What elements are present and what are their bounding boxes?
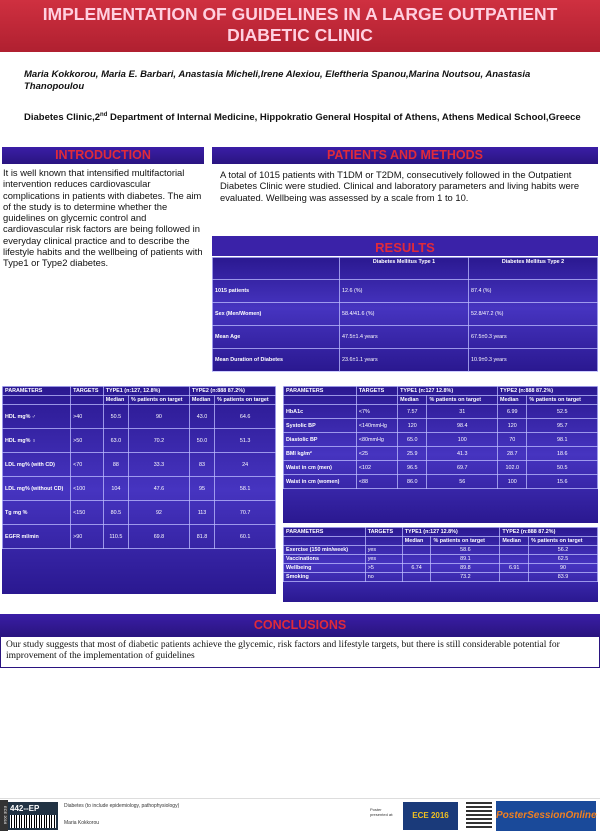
table-cell: >50	[71, 429, 104, 453]
table-cell: 69.7	[427, 461, 498, 475]
poster-number: 442--EP	[8, 802, 58, 830]
blank-cell	[71, 396, 104, 405]
methods-text: A total of 1015 patients with T1DM or T2DM, consecutively followed in the Outpatient Diabetes Clinic were studied. Clinical and laboratory parameters and living habits were evaluated. Wellbeing was assessed by a scale from 1 to 10.	[220, 169, 580, 203]
table-cell: 90	[129, 405, 190, 429]
table-subheader: % patients on target	[431, 537, 500, 546]
table-row	[3, 525, 276, 549]
presented-at: Poster presented at:	[370, 807, 394, 817]
table-cell: 58.1	[215, 477, 276, 501]
table-header: PARAMETERS	[284, 387, 357, 396]
table-header: TYPE2 (n:888 87.2%)	[189, 387, 275, 396]
table-row	[284, 447, 598, 461]
ece-icon: ECE 2016	[0, 800, 8, 831]
table-row	[213, 326, 598, 349]
table-cell	[500, 573, 529, 582]
table-row	[284, 564, 598, 573]
table-row	[284, 461, 598, 475]
table-cell: 43.0	[189, 405, 214, 429]
table-cell: <7%	[356, 405, 397, 419]
authors: Maria Kokkorou, Maria E. Barbari, Anastasia Micheli,Irene Alexiou, Eleftheria Spanou,Marina Noutsou, Anastasia Thanopoulou	[24, 69, 531, 92]
table-cell: 58.6	[431, 546, 500, 555]
table-cell: <88	[356, 475, 397, 489]
demo-header	[213, 258, 340, 280]
footer-author: Maria Kokkorou	[64, 820, 100, 826]
table-cell: Wellbeing	[284, 564, 366, 573]
table-cell: <80mmHg	[356, 433, 397, 447]
table-subheader: Median	[500, 537, 529, 546]
table-cell: 52.5	[527, 405, 598, 419]
table-header: TYPE1 (n:127, 12.8%)	[103, 387, 189, 396]
table-cell: 100	[427, 433, 498, 447]
table-cell: 96.5	[398, 461, 427, 475]
table-cell: 92	[129, 501, 190, 525]
table-cell: 98.4	[427, 419, 498, 433]
table-cell: 89.8	[431, 564, 500, 573]
table-cell: 31	[427, 405, 498, 419]
table-cell: 64.6	[215, 405, 276, 429]
table-cell: 81.8	[189, 525, 214, 549]
demo-cell: Mean Duration of Diabetes	[213, 349, 340, 372]
table-row	[3, 405, 276, 429]
table-cell: Systolic BP	[284, 419, 357, 433]
table-header: TYPE2 (n:888 87.2%)	[500, 528, 598, 537]
table-subheader: % patients on target	[529, 537, 598, 546]
table-header: TYPE2 (n:888 87.2%)	[498, 387, 598, 396]
table-cell: Exercise (150 min/week)	[284, 546, 366, 555]
qr-code-icon	[466, 802, 492, 828]
blank-cell	[3, 396, 71, 405]
table-cell: <100	[71, 477, 104, 501]
table-subheader: % patients on target	[215, 396, 276, 405]
table-row	[284, 419, 598, 433]
blank-cell	[284, 396, 357, 405]
table-cell: 47.6	[129, 477, 190, 501]
table-cell: 120	[498, 419, 527, 433]
table-cell: 83.9	[529, 573, 598, 582]
table-subheader: % patients on target	[427, 396, 498, 405]
table-row	[3, 501, 276, 525]
footer-topic: Diabetes (to include epidemiology, pathophysiology)	[64, 803, 180, 809]
table-cell: BMI kg/m²	[284, 447, 357, 461]
demo-cell: Mean Age	[213, 326, 340, 349]
conclusions-text: Our study suggests that most of diabetic patients achieve the glycemic, risk factors and lifestyle targets, but there is still considerable potential for improvement of the implementation of guidelines	[6, 640, 560, 661]
table-subheader: Median	[498, 396, 527, 405]
table-cell: 113	[189, 501, 214, 525]
demo-cell: 47.5±1.4 years	[340, 326, 469, 349]
table-header: TYPE1 (n:127 12.8%)	[402, 528, 500, 537]
table-cell: >90	[71, 525, 104, 549]
table-row	[213, 349, 598, 372]
table-cell: 100	[498, 475, 527, 489]
table-cell: LDL mg% (without CD)	[3, 477, 71, 501]
table-cell: 6.74	[402, 564, 431, 573]
demo-header: Diabetes Mellitus Type 2	[469, 258, 598, 280]
table-cell: 83	[189, 453, 214, 477]
table-cell: 50.5	[527, 461, 598, 475]
table-row	[284, 573, 598, 582]
table-cell	[402, 555, 431, 564]
table-cell: Waist in cm (women)	[284, 475, 357, 489]
table-cell: 33.3	[129, 453, 190, 477]
table-row	[284, 546, 598, 555]
table-cell: 120	[398, 419, 427, 433]
table-header: TARGETS	[71, 387, 104, 396]
table-cell: 102.0	[498, 461, 527, 475]
introduction-text: It is well known that intensified multifactorial intervention reduces cardiovascular complications in patients with diabetes. The aim of the study is to determine whether the guidelines on glycemic control and cardiovascular risk factors are being followed in everyday clinical practice and to describe the lifestyle habits and the wellbeing of patients with Type1 or Type2 diabetes.	[3, 167, 203, 269]
demo-header: Diabetes Mellitus Type 1	[340, 258, 469, 280]
table-cell: <70	[71, 453, 104, 477]
table-header: TARGETS	[356, 387, 397, 396]
lipids-table	[2, 386, 276, 594]
table-cell: 73.2	[431, 573, 500, 582]
table-cell: <102	[356, 461, 397, 475]
table-cell: 70	[498, 433, 527, 447]
table-cell: HDL mg% ♀	[3, 429, 71, 453]
table-row	[213, 303, 598, 326]
methods-heading: PATIENTS AND METHODS	[212, 147, 598, 164]
table-cell: 65.0	[398, 433, 427, 447]
table-cell: >40	[71, 405, 104, 429]
table-cell: 50.0	[189, 429, 214, 453]
demo-cell: 58.4/41.6 (%)	[340, 303, 469, 326]
table-cell: Diastolic BP	[284, 433, 357, 447]
table-cell: LDL mg% (with CD)	[3, 453, 71, 477]
table-cell: EGFR ml/min	[3, 525, 71, 549]
table-cell: 104	[103, 477, 128, 501]
demo-cell: 23.6±1.1 years	[340, 349, 469, 372]
demo-cell: 67.5±0.3 years	[469, 326, 598, 349]
table-cell: 62.5	[529, 555, 598, 564]
table-cell	[500, 555, 529, 564]
table-cell: <25	[356, 447, 397, 461]
table-cell: >5	[365, 564, 402, 573]
table-subheader: % patients on target	[527, 396, 598, 405]
table-cell	[402, 546, 431, 555]
table-cell: 15.6	[527, 475, 598, 489]
table-cell: 51.3	[215, 429, 276, 453]
table-subheader: Median	[398, 396, 427, 405]
table-cell: HDL mg% ♂	[3, 405, 71, 429]
table-cell	[402, 573, 431, 582]
poster-title: IMPLEMENTATION OF GUIDELINES IN A LARGE OUTPATIENT DIABETIC CLINIC	[0, 0, 600, 52]
table-cell: yes	[365, 546, 402, 555]
table-cell: 28.7	[498, 447, 527, 461]
blank-cell	[284, 537, 366, 546]
blank-cell	[356, 396, 397, 405]
table-row	[3, 429, 276, 453]
table-cell: 69.8	[129, 525, 190, 549]
table-cell: 98.1	[527, 433, 598, 447]
table-cell: 90	[529, 564, 598, 573]
table-row	[3, 477, 276, 501]
table-subheader: % patients on target	[129, 396, 190, 405]
table-cell: 89.1	[431, 555, 500, 564]
table-cell: 18.6	[527, 447, 598, 461]
table-cell: 6.91	[500, 564, 529, 573]
table-cell: 7.57	[398, 405, 427, 419]
vendor-logo: PosterSessionOnline	[496, 801, 596, 831]
demo-cell: 87.4 (%)	[469, 280, 598, 303]
table-cell: 63.0	[103, 429, 128, 453]
table-subheader: Median	[189, 396, 214, 405]
table-row	[3, 453, 276, 477]
table-subheader: Median	[103, 396, 128, 405]
table-cell: 50.5	[103, 405, 128, 429]
table-cell: Smoking	[284, 573, 366, 582]
table-row	[284, 433, 598, 447]
table-cell	[500, 546, 529, 555]
congress-logo: ECE 2016	[403, 802, 458, 830]
table-row	[284, 555, 598, 564]
table-cell: 86.0	[398, 475, 427, 489]
results-heading: RESULTS	[375, 240, 435, 255]
table-row	[284, 405, 598, 419]
table-cell: 95	[189, 477, 214, 501]
affiliation: Diabetes Clinic,2nd Department of Internal Medicine, Hippokratio General Hospital of Athens, Athens Medical School,Greece	[24, 112, 581, 124]
demo-cell: 12.6 (%)	[340, 280, 469, 303]
table-cell: 24	[215, 453, 276, 477]
table-cell: no	[365, 573, 402, 582]
table-cell: 95.7	[527, 419, 598, 433]
table-cell: 70.7	[215, 501, 276, 525]
table-cell: <140mmHg	[356, 419, 397, 433]
table-row	[213, 280, 598, 303]
table-cell: 60.1	[215, 525, 276, 549]
glycemic-table	[283, 386, 598, 523]
table-cell: 56	[427, 475, 498, 489]
table-cell: <150	[71, 501, 104, 525]
demo-cell: 1015 patients	[213, 280, 340, 303]
demographics-table	[212, 257, 598, 371]
table-header: PARAMETERS	[3, 387, 71, 396]
introduction-heading: INTRODUCTION	[2, 147, 204, 164]
table-cell: Waist in cm (men)	[284, 461, 357, 475]
demo-cell: 52.8/47.2 (%)	[469, 303, 598, 326]
demo-cell: 10.9±0.3 years	[469, 349, 598, 372]
table-cell: 25.9	[398, 447, 427, 461]
table-cell: 6.99	[498, 405, 527, 419]
demo-cell: Sex (Men/Women)	[213, 303, 340, 326]
table-header: TYPE1 (n:127 12.8%)	[398, 387, 498, 396]
table-cell: HbA1c	[284, 405, 357, 419]
table-cell: Tg mg %	[3, 501, 71, 525]
barcode-icon	[10, 815, 56, 828]
table-cell: 41.3	[427, 447, 498, 461]
table-subheader: Median	[402, 537, 431, 546]
table-cell: 80.5	[103, 501, 128, 525]
table-cell: 88	[103, 453, 128, 477]
lifestyle-table	[283, 527, 598, 602]
blank-cell	[365, 537, 402, 546]
table-cell: Vaccinations	[284, 555, 366, 564]
conclusions-heading: CONCLUSIONS	[0, 614, 600, 636]
table-header: TARGETS	[365, 528, 402, 537]
table-cell: 56.2	[529, 546, 598, 555]
table-row	[284, 475, 598, 489]
table-cell: 110.5	[103, 525, 128, 549]
table-header: PARAMETERS	[284, 528, 366, 537]
table-cell: 70.2	[129, 429, 190, 453]
table-cell: yes	[365, 555, 402, 564]
